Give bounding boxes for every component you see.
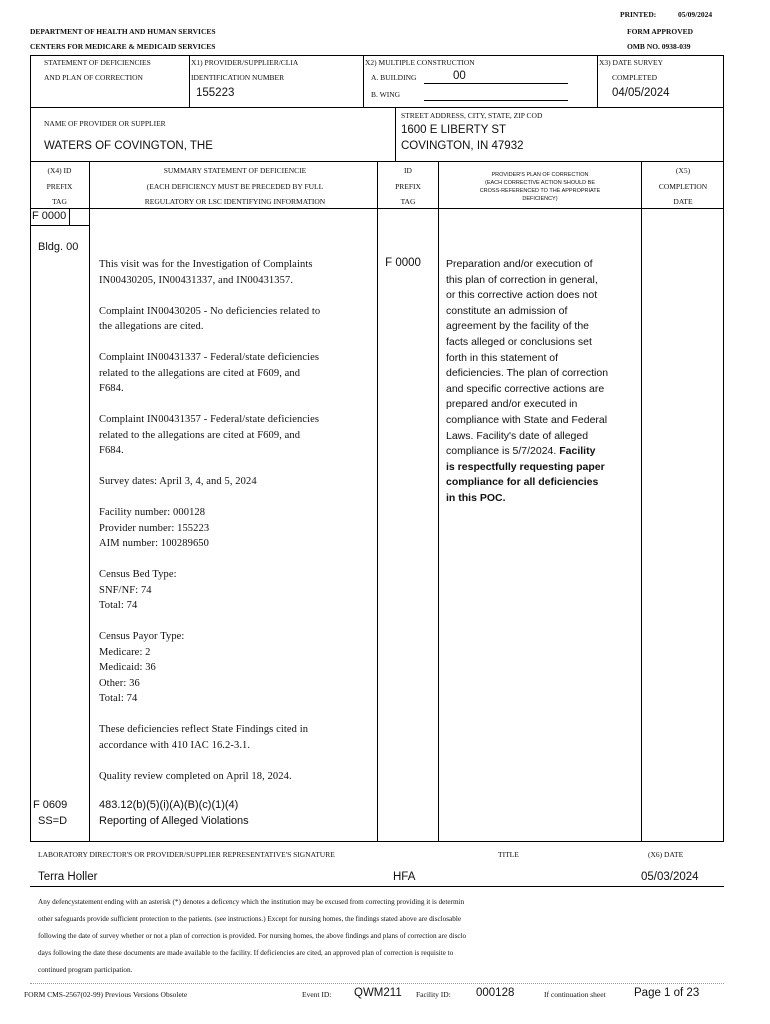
printed-label: PRINTED: — [620, 10, 657, 19]
provider-right-border — [723, 107, 724, 162]
centers-title: CENTERS FOR MEDICARE & MEDICAID SERVICES — [30, 42, 216, 51]
box-divider-3 — [597, 55, 598, 107]
poc-label-1: PROVIDER'S PLAN OF CORRECTION — [491, 172, 589, 178]
box-left-border — [30, 55, 31, 107]
page-number: Page 1 of 23 — [634, 987, 700, 999]
form-number: FORM CMS-2567(02-99) Previous Versions Obsolete — [24, 990, 188, 999]
summary-label-2: (EACH DEFICIENCY MUST BE PRECEDED BY FULL — [146, 182, 324, 191]
omb-number: OMB NO. 0938-039 — [627, 42, 691, 51]
x5-label-2: COMPLETION — [658, 182, 708, 191]
building-value: 00 — [453, 70, 466, 82]
x5-label-1: (X5) — [675, 166, 691, 175]
table-divider-3 — [438, 161, 439, 842]
multiple-construction-label: X2) MULTIPLE CONSTRUCTION — [365, 58, 475, 67]
address-line-2: COVINGTON, IN 47932 — [401, 140, 524, 152]
poc-bold-text: Facility is respectfully requesting paper compliance for all deficiencies in this POC. — [446, 445, 605, 504]
tag-f0609: F 0609 — [33, 799, 68, 811]
provider-id-label-1: X1) PROVIDER/SUPPLIER/CLIA — [191, 58, 299, 67]
disclaimer-line: days following the date these documents are made available to the facility. If deficiencies are cited, an approved plan of correction is requisite to — [38, 949, 454, 957]
building-label: A. BUILDING — [371, 73, 417, 82]
address-line-1: 1600 E LIBERTY ST — [401, 124, 507, 136]
tag-bldg: Bldg. 00 — [38, 241, 79, 253]
date-survey-label-1: X3) DATE SURVEY — [599, 58, 663, 67]
wing-label: B. WING — [371, 90, 401, 99]
summary-paragraph: Census Payor Type: Medicare: 2 Medicaid: 36 Other: 36 Total: 74 — [99, 631, 185, 704]
table-left-border — [30, 161, 31, 842]
summary-label-3: REGULATORY OR LSC IDENTIFYING INFORMATION — [144, 197, 326, 206]
summary-paragraph: Quality review completed on April 18, 2024. — [99, 770, 292, 782]
footer-separator — [30, 983, 724, 984]
form-approved: FORM APPROVED — [627, 27, 694, 36]
signature-date: 05/03/2024 — [641, 871, 699, 883]
poc-text-block — [446, 257, 638, 507]
provider-divider — [395, 107, 396, 162]
f0000-cell-line — [30, 225, 90, 226]
disclaimer-block — [38, 894, 728, 979]
box-right-border — [723, 55, 724, 107]
x5-label-3: DATE — [673, 197, 693, 206]
facility-id-value: 000128 — [476, 987, 515, 999]
table-divider-4 — [641, 161, 642, 842]
disclaimer-line: following the date of survey whether or not a plan of correction is provided. For nursing homes, the above findings and plans of correction are disclo — [38, 932, 467, 940]
event-id-label: Event ID: — [302, 990, 332, 999]
summary-statement — [99, 257, 373, 800]
building-underline — [424, 83, 568, 84]
table-right-border — [723, 161, 724, 842]
table-bottom-border — [30, 841, 724, 842]
poc-label-4: DEFICIENCY) — [522, 196, 558, 202]
f0000-cell-divider — [69, 208, 70, 225]
id-label-3: TAG — [400, 197, 416, 206]
tag-f0000: F 0000 — [32, 210, 67, 222]
provider-name-value: WATERS OF COVINGTON, THE — [44, 140, 213, 152]
provider-name-label: NAME OF PROVIDER OR SUPPLIER — [44, 119, 166, 128]
summary-paragraph: Census Bed Type: SNF/NF: 74 Total: 74 — [99, 569, 177, 611]
title-label: TITLE — [498, 850, 519, 859]
facility-id-label: Facility ID: — [416, 990, 451, 999]
id-label-1: ID — [404, 166, 412, 175]
summary-paragraph: Complaint IN00431357 - Federal/state deficiencies related to the allegations are cited at F609, and F684. — [99, 414, 320, 456]
summary-paragraph: Survey dates: April 3, 4, and 5, 2024 — [99, 476, 257, 487]
provider-id-label-2: IDENTIFICATION NUMBER — [191, 73, 285, 82]
disclaimer-line: Any defencystatement ending with an asterisk (*) denotes a deficency which the institution may be excused from correcting providing it is determin — [38, 898, 465, 906]
poc-label-3: CROSS-REFERENCED TO THE APPROPRIATE — [479, 188, 601, 194]
signature-bottom-line — [30, 886, 724, 887]
printed-date: 05/09/2024 — [678, 10, 713, 19]
x6-date-label: (X6) DATE — [648, 850, 684, 859]
id-label-2: PREFIX — [395, 182, 421, 191]
signature-label: LABORATORY DIRECTOR'S OR PROVIDER/SUPPLIER REPRESENTATIVE'S SIGNATURE — [38, 850, 335, 859]
table-divider-1 — [89, 161, 90, 842]
event-id-value: QWM211 — [354, 987, 402, 999]
summary-paragraph: These deficiencies reflect State Findings cited in accordance with 410 IAC 16.2-3.1. — [99, 724, 309, 751]
summary-label-1: SUMMARY STATEMENT OF DEFICIENCIE — [163, 166, 307, 175]
signature-name: Terra Holler — [38, 871, 98, 883]
summary-paragraph: Complaint IN00431337 - Federal/state deficiencies related to the allegations are cited at F609, and F684. — [99, 352, 320, 394]
x4-label-1: (X4) ID — [47, 166, 72, 175]
f0609-regulation: 483.12(b)(5)(i)(A)(B)(c)(1)(4) — [99, 799, 239, 811]
box-divider-1 — [189, 55, 190, 107]
continuation-label: If continuation sheet — [544, 990, 606, 999]
box-divider-2 — [363, 55, 364, 107]
provider-id-value: 155223 — [196, 87, 235, 99]
signature-title: HFA — [393, 871, 416, 883]
x4-label-2: PREFIX — [46, 182, 73, 191]
f0609-title: Reporting of Alleged Violations — [99, 815, 249, 827]
box-bottom-border — [30, 107, 724, 108]
summary-paragraph: Complaint IN00430205 - No deficiencies related to the allegations are cited. — [99, 305, 321, 332]
top-border — [30, 55, 724, 56]
poc-label-2: (EACH CORRECTIVE ACTION SHOULD BE — [484, 180, 596, 186]
department-title: DEPARTMENT OF HEALTH AND HUMAN SERVICES — [30, 27, 216, 36]
wing-underline — [424, 100, 568, 101]
statement-label-1: STATEMENT OF DEFICIENCIES — [44, 58, 151, 67]
date-survey-value: 04/05/2024 — [612, 87, 670, 99]
disclaimer-line: continued program participation. — [38, 966, 133, 974]
tag-ss: SS=D — [38, 815, 68, 827]
disclaimer-line: other safeguards provide sufficient protection to the patients. (see instructions.) Except for nursing homes, the findings stated above are disclosable — [38, 915, 462, 923]
address-label: STREET ADDRESS, CITY, STATE, ZIP COD — [401, 111, 543, 120]
summary-paragraph: This visit was for the Investigation of Complaints IN00430205, IN00431337, and IN00431357. — [99, 259, 313, 286]
summary-paragraph: Facility number: 000128 Provider number: 155223 AIM number: 100289650 — [99, 507, 210, 549]
x4-label-3: TAG — [52, 197, 67, 206]
poc-normal-text: Preparation and/or execution of this plan of correction in general, or this corrective action does not constitute an admission of agreement by the facility of the facts alleged or conclusions set forth in this statement of deficiencies. The plan of correction and specific corrective actions are prepared and/or executed in compliance with State and Federal Laws. Facility's date of alleged compliance is 5/7/2024. — [446, 258, 609, 458]
poc-tag: F 0000 — [385, 257, 421, 269]
date-survey-label-2: COMPLETED — [612, 73, 657, 82]
provider-left-border — [30, 107, 31, 162]
statement-label-2: AND PLAN OF CORRECTION — [44, 73, 143, 82]
